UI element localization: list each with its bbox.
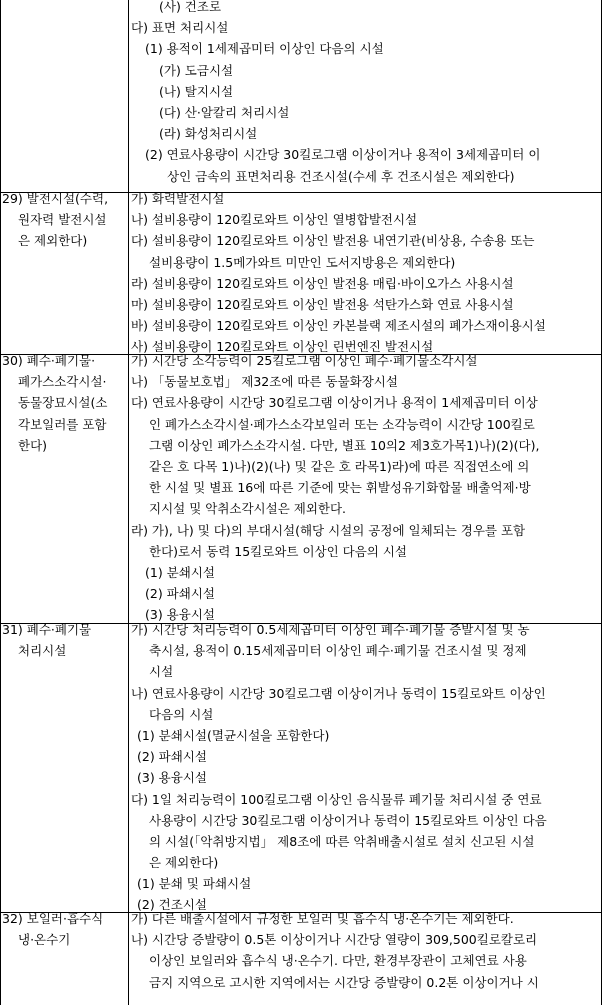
criteria-text-line: 시설	[149, 664, 174, 680]
criteria-text-line: 다음의 시설	[149, 706, 214, 722]
facility-criteria-cell	[131, 908, 600, 993]
criteria-text-line: 지시설 및 악취소각시설은 제외한다.	[149, 501, 347, 517]
category-text-line: 은 제외한다)	[18, 233, 88, 249]
category-text-line: 각보일러를 포함	[18, 416, 107, 432]
criteria-text-line: (2) 건조시설	[137, 897, 207, 913]
criteria-text-line: 바) 설비용량이 120킬로와트 이상인 카본블랙 제조시설의 폐가스재이용시설	[131, 318, 546, 334]
criteria-text-line: 라) 설비용량이 120킬로와트 이상인 발전용 매립·바이오가스 사용시설	[131, 275, 514, 291]
criteria-text-line: (1) 분쇄시설(멸균시설을 포함한다)	[137, 727, 330, 743]
criteria-text-line: (3) 용융시설	[137, 770, 207, 786]
criteria-text-line: (1) 용적이 1세제곱미터 이상인 다음의 시설	[145, 41, 384, 57]
criteria-text-line: 가) 다른 배출시설에서 규정한 보일러 및 흡수식 냉·온수기는 제외한다.	[131, 911, 514, 926]
table-left-border	[0, 0, 1, 1005]
criteria-text-line: 은 제외한다)	[149, 855, 219, 871]
criteria-text-line: 다) 1일 처리능력이 100킬로그램 이상인 음식물류 폐기물 처리시설 중 연료	[131, 791, 542, 807]
category-text-line: 냉·온수기	[18, 932, 71, 948]
category-text-line: 32) 보일러·흡수식	[2, 911, 104, 926]
facility-criteria-cell	[131, 350, 600, 625]
category-text-line: 원자력 발전시설	[18, 212, 107, 228]
criteria-text-line: 금지 지역으로 고시한 지역에서는 시간당 증발량이 0.2톤 이상이거나 시	[149, 974, 539, 990]
criteria-text-line: 가) 시간당 소각능력이 25킬로그램 이상인 폐수·폐기물소각시설	[131, 353, 478, 368]
category-text-line: 30) 폐수·폐기물·	[2, 353, 96, 368]
criteria-text-line: 사용량이 시간당 30킬로그램 이상이거나 동력이 15킬로와트 이상인 다음	[149, 812, 547, 828]
criteria-text-line: 한 시설 및 별표 16에 따른 기준에 맞는 휘발성유기화합물 배출억제·방	[149, 480, 531, 496]
criteria-text-line: 다) 연료사용량이 시간당 30킬로그램 이상이거나 용적이 1세제곱미터 이상	[131, 395, 538, 411]
criteria-text-line: 같은 호 다목 1)나)(2)(나) 및 같은 호 라목1)라)에 따른 직접연소에 의	[149, 458, 530, 474]
criteria-text-line: (다) 산·알칼리 처리시설	[159, 104, 290, 120]
criteria-text-line: (2) 파쇄시설	[137, 749, 207, 765]
criteria-text-line: 나) 설비용량이 120킬로와트 이상인 열병합발전시설	[131, 212, 418, 228]
criteria-text-line: 그램 이상인 폐가스소각시설. 다만, 별표 10의2 제3호가목1)나)(2)(다),	[149, 437, 540, 453]
criteria-text-line: 한다)로서 동력 15킬로와트 이상인 다음의 시설	[149, 543, 408, 559]
criteria-text-line: 마) 설비용량이 120킬로와트 이상인 발전용 석탄가스화 연료 사용시설	[131, 296, 514, 312]
criteria-text-line: 나) 연료사용량이 시간당 30킬로그램 이상이거나 동력이 15킬로와트 이상인	[131, 685, 546, 701]
criteria-text-line: 가) 시간당 처리능력이 0.5세제곱미터 이상인 폐수·폐기물 증발시설 및 농	[131, 622, 530, 637]
criteria-text-line: 축시설, 용적이 0.15세제곱미터 이상인 폐수·폐기물 건조시설 및 정제	[149, 643, 527, 659]
facility-category-cell	[2, 908, 126, 950]
facility-criteria-cell	[131, 0, 600, 187]
category-text-line: 동물장묘시설(소	[18, 395, 108, 411]
facility-category-cell	[2, 350, 126, 456]
table-column-divider	[128, 0, 129, 1005]
criteria-text-line: (2) 파쇄시설	[145, 586, 215, 602]
criteria-text-line: 설비용량이 1.5메가와트 미만인 도서지방용은 제외한다)	[149, 254, 456, 270]
criteria-text-line: 사) 설비용량이 120킬로와트 이상인 린번엔진 발전시설	[131, 339, 434, 355]
criteria-text-line: 의 시설(「악취방지법」 제8조에 따른 악취배출시설로 설치 신고된 시설	[149, 833, 535, 849]
category-text-line: 31) 폐수·폐기물	[2, 622, 92, 637]
category-text-line: 한다)	[18, 437, 48, 453]
criteria-text-line: (2) 연료사용량이 시간당 30킬로그램 이상이거나 용적이 3세제곱미터 이	[145, 147, 541, 163]
criteria-text-line: 인 폐가스소각시설·폐가스소각보일러 또는 소각능력이 시간당 100킬로	[149, 416, 535, 432]
category-text-line: 29) 발전시설(수력,	[2, 191, 109, 206]
criteria-text-line: (1) 분쇄시설	[145, 564, 215, 580]
criteria-text-line: 가) 화력발전시설	[131, 191, 225, 206]
criteria-text-line: (1) 분쇄 및 파쇄시설	[137, 876, 252, 892]
facility-category-cell	[2, 188, 126, 252]
facility-criteria-cell	[131, 619, 600, 916]
criteria-text-line: 다) 표면 처리시설	[131, 20, 229, 36]
facility-category-cell	[2, 619, 126, 661]
criteria-text-line: (라) 화성처리시설	[159, 126, 258, 142]
category-text-line: 처리시설	[18, 643, 67, 659]
criteria-text-line: (가) 도금시설	[159, 62, 234, 78]
criteria-text-line: 나) 「동물보호법」 제32조에 따른 동물화장시설	[131, 374, 398, 390]
criteria-text-line: 다) 설비용량이 120킬로와트 이상인 발전용 내연기관(비상용, 수송용 또는	[131, 233, 535, 249]
criteria-text-line: 라) 가), 나) 및 다)의 부대시설(해당 시설의 공정에 일체되는 경우를 포함	[131, 522, 526, 538]
category-text-line: 폐가스소각시설·	[18, 374, 107, 390]
criteria-text-line: (나) 탈지시설	[159, 83, 234, 99]
criteria-text-line: (사) 건조로	[159, 0, 222, 14]
criteria-text-line: 이상인 보일러와 흡수식 냉·온수기. 다만, 환경부장관이 고체연료 사용	[149, 953, 527, 969]
criteria-text-line: 상인 금속의 표면처리용 건조시설(수세 후 건조시설은 제외한다)	[167, 168, 515, 184]
criteria-text-line: (3) 용융시설	[145, 607, 215, 623]
criteria-text-line: 나) 시간당 증발량이 0.5톤 이상이거나 시간당 열량이 309,500킬로칼로리	[131, 932, 538, 948]
facility-criteria-cell	[131, 188, 600, 358]
